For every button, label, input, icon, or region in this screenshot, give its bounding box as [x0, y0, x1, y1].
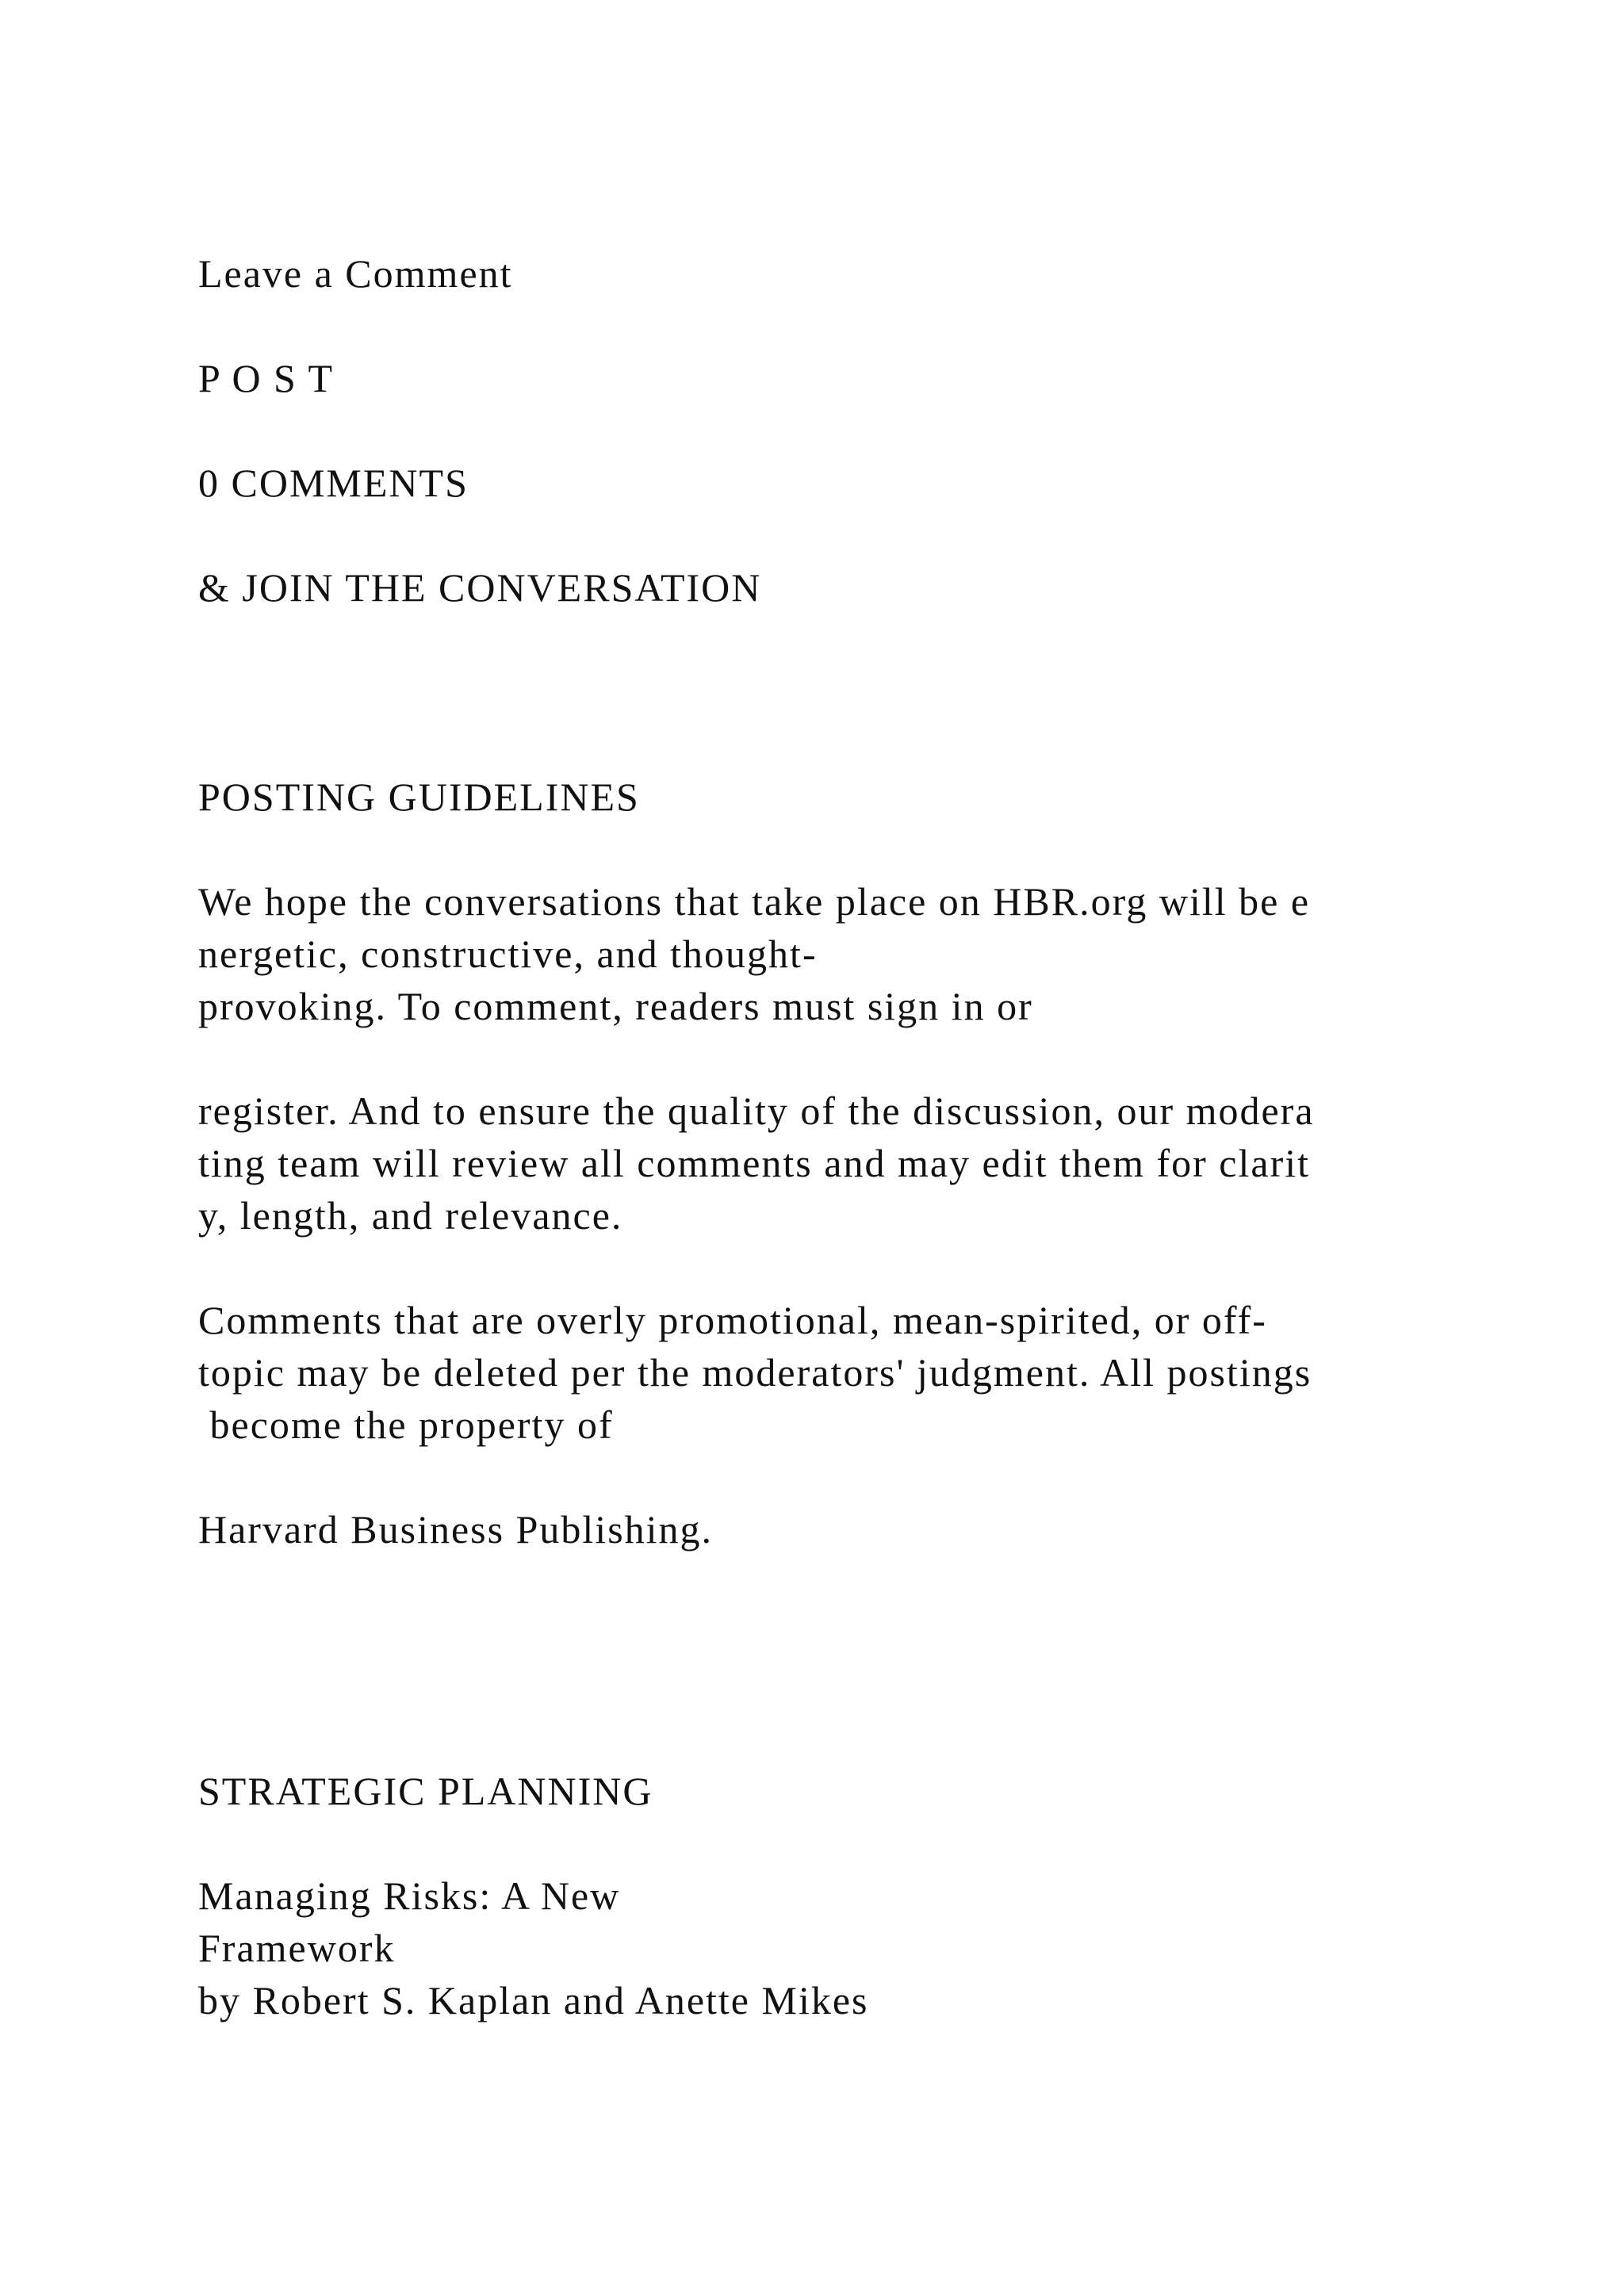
guidelines-para2-line3: y, length, and relevance. [198, 1193, 623, 1238]
join-conversation-link[interactable]: & JOIN THE CONVERSATION [198, 565, 762, 610]
article-byline: by Robert S. Kaplan and Anette Mikes [198, 1978, 869, 2022]
guidelines-para1-line2: nergetic, constructive, and thought- [198, 932, 818, 976]
guidelines-para4: Harvard Business Publishing. [198, 1507, 714, 1552]
comment-count: 0 COMMENTS [198, 461, 469, 505]
guidelines-para1-line3: provoking. To comment, readers must sign in or [198, 984, 1033, 1028]
guidelines-para2-line2: ting team will review all comments and may edit them for clarit [198, 1141, 1311, 1185]
guidelines-para2-line1: register. And to ensure the quality of the discussion, our modera [198, 1089, 1315, 1133]
leave-comment-label: Leave a Comment [198, 251, 513, 296]
guidelines-para3-line3: become the property of [198, 1402, 614, 1447]
guidelines-heading: POSTING GUIDELINES [198, 775, 640, 819]
post-button[interactable]: P O S T [198, 356, 335, 400]
guidelines-para3-line1: Comments that are overly promotional, mean-spirited, or off- [198, 1298, 1267, 1342]
article-title-line2[interactable]: Framework [198, 1926, 396, 1970]
article-title-line1[interactable]: Managing Risks: A New [198, 1873, 621, 1918]
guidelines-para1-line1: We hope the conversations that take place on HBR.org will be e [198, 879, 1311, 924]
article-category[interactable]: STRATEGIC PLANNING [198, 1769, 653, 1813]
guidelines-para3-line2: topic may be deleted per the moderators' judgment. All postings [198, 1350, 1312, 1395]
